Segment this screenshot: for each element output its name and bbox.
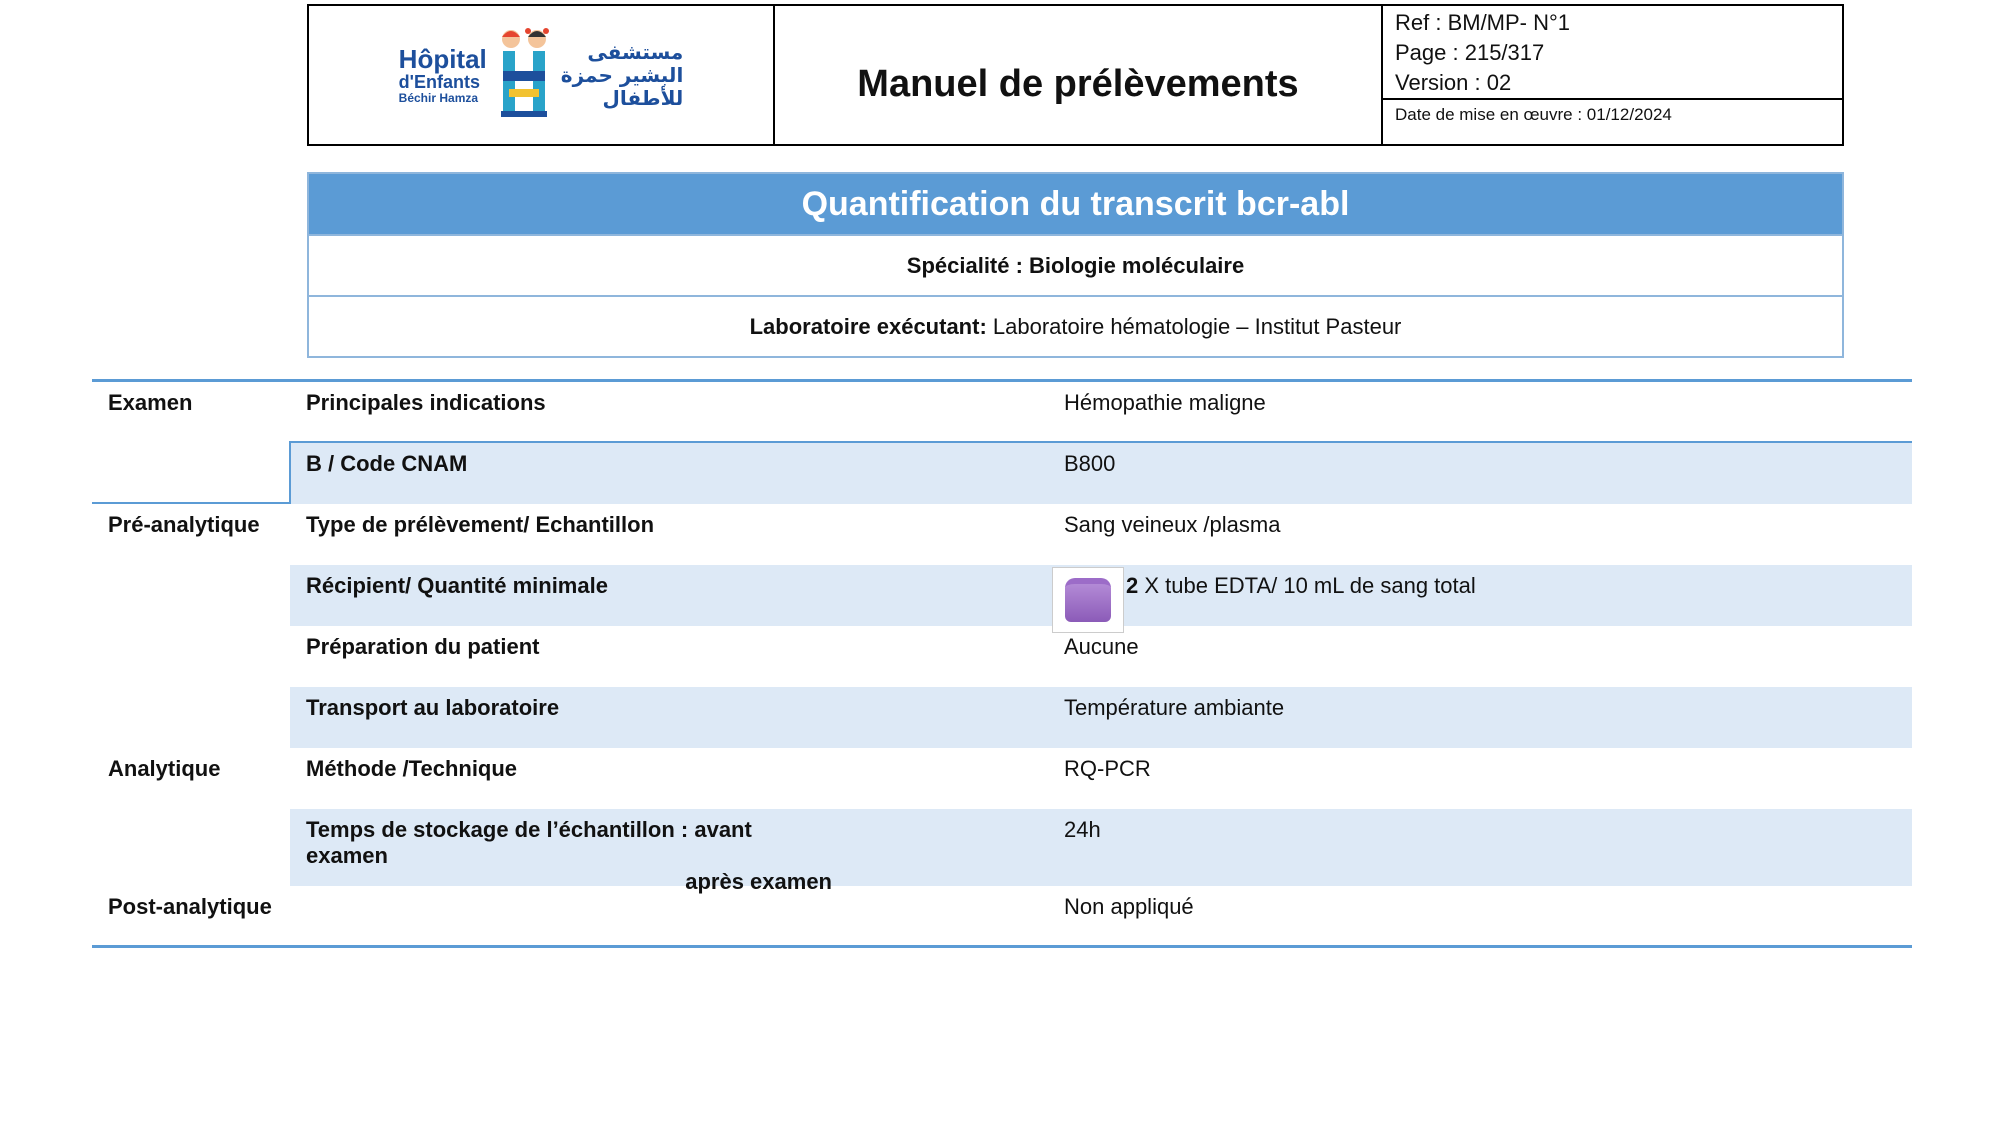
logo-text-ar-2: البشير حمزة bbox=[560, 62, 684, 87]
row-value: X tube EDTA/ 10 mL de sang total bbox=[1138, 573, 1476, 598]
section-label bbox=[92, 809, 290, 886]
section-label bbox=[92, 443, 290, 504]
children-logo-icon bbox=[495, 27, 553, 123]
document-title-cell bbox=[775, 6, 1383, 144]
row-label-cell bbox=[290, 809, 1048, 894]
row-value: RQ-PCR bbox=[1064, 756, 1151, 781]
row-label: Type de prélèvement/ Echantillon bbox=[306, 512, 655, 537]
row-value-cell bbox=[1048, 565, 1912, 626]
logo-text-fr-3: Béchir Hamza bbox=[398, 90, 479, 105]
test-title-block bbox=[307, 172, 1844, 358]
lab-label: Laboratoire exécutant: bbox=[749, 313, 987, 339]
row-value: B800 bbox=[1048, 443, 1912, 504]
section-label bbox=[92, 687, 290, 748]
section-label bbox=[92, 626, 290, 687]
logo-text-fr-2: d'Enfants bbox=[398, 71, 480, 92]
table-row bbox=[92, 565, 1912, 626]
section-label: Examen bbox=[108, 390, 193, 415]
lab-row bbox=[309, 295, 1842, 356]
test-title: Quantification du transcrit bcr-abl bbox=[309, 174, 1842, 234]
row-value: 24h bbox=[1048, 809, 1912, 886]
row-label: Temps de stockage de l’échantillon : avant examen bbox=[306, 817, 752, 868]
page-text: Page : 215/317 bbox=[1395, 40, 1545, 65]
row-value: Aucune bbox=[1064, 634, 1139, 659]
table-row bbox=[92, 382, 1912, 443]
document-title: Manuel de prélèvements bbox=[857, 62, 1299, 105]
row-value: Température ambiante bbox=[1048, 687, 1912, 748]
table-row bbox=[92, 504, 1912, 565]
hospital-logo bbox=[309, 6, 775, 144]
row-label: Transport au laboratoire bbox=[290, 687, 1048, 748]
row-label-line2: après examen bbox=[685, 869, 832, 894]
test-details-table bbox=[92, 379, 1912, 947]
row-value: Sang veineux /plasma bbox=[1064, 512, 1281, 537]
row-value: Non appliqué bbox=[1064, 894, 1194, 919]
row-label bbox=[290, 886, 1048, 947]
tube-count: 2 bbox=[1126, 573, 1139, 598]
section-label: Pré-analytique bbox=[108, 512, 260, 537]
document-meta bbox=[1383, 6, 1842, 144]
specialty-row bbox=[309, 234, 1842, 295]
table-row bbox=[92, 748, 1912, 809]
table-bottom-border bbox=[92, 945, 1912, 948]
examen-divider-bottom bbox=[92, 502, 291, 504]
ref-text: Ref : BM/MP- N°1 bbox=[1395, 10, 1571, 35]
logo-text-fr-1: Hôpital bbox=[398, 43, 487, 74]
row-value: Hémopathie maligne bbox=[1064, 390, 1266, 415]
table-row bbox=[92, 626, 1912, 687]
version-text: Version : 02 bbox=[1395, 70, 1512, 95]
logo-text-ar-3: للأطفال bbox=[602, 85, 684, 110]
lab-value: Laboratoire hématologie – Institut Pasteur bbox=[992, 313, 1402, 339]
table-row bbox=[92, 687, 1912, 748]
table-row bbox=[92, 886, 1912, 947]
row-label: Récipient/ Quantité minimale bbox=[290, 565, 1048, 626]
row-label: Préparation du patient bbox=[306, 634, 540, 659]
date-text: Date de mise en œuvre : 01/12/2024 bbox=[1395, 105, 1672, 124]
examen-divider-vertical bbox=[289, 441, 291, 503]
logo-text-ar-1: مستشفى bbox=[587, 39, 684, 64]
row-label: Principales indications bbox=[306, 390, 546, 415]
edta-tube-icon bbox=[1052, 567, 1124, 633]
row-label: Méthode /Technique bbox=[306, 756, 518, 781]
specialty-label: Spécialité : Biologie moléculaire bbox=[906, 252, 1245, 278]
section-label: Post-analytique bbox=[108, 894, 272, 919]
row-label: B / Code CNAM bbox=[290, 443, 1048, 504]
table-row bbox=[92, 443, 1912, 504]
examen-divider-top bbox=[290, 441, 1912, 443]
section-label: Analytique bbox=[108, 756, 221, 781]
table-row bbox=[92, 809, 1912, 894]
document-header bbox=[307, 4, 1844, 146]
section-label bbox=[92, 565, 290, 626]
